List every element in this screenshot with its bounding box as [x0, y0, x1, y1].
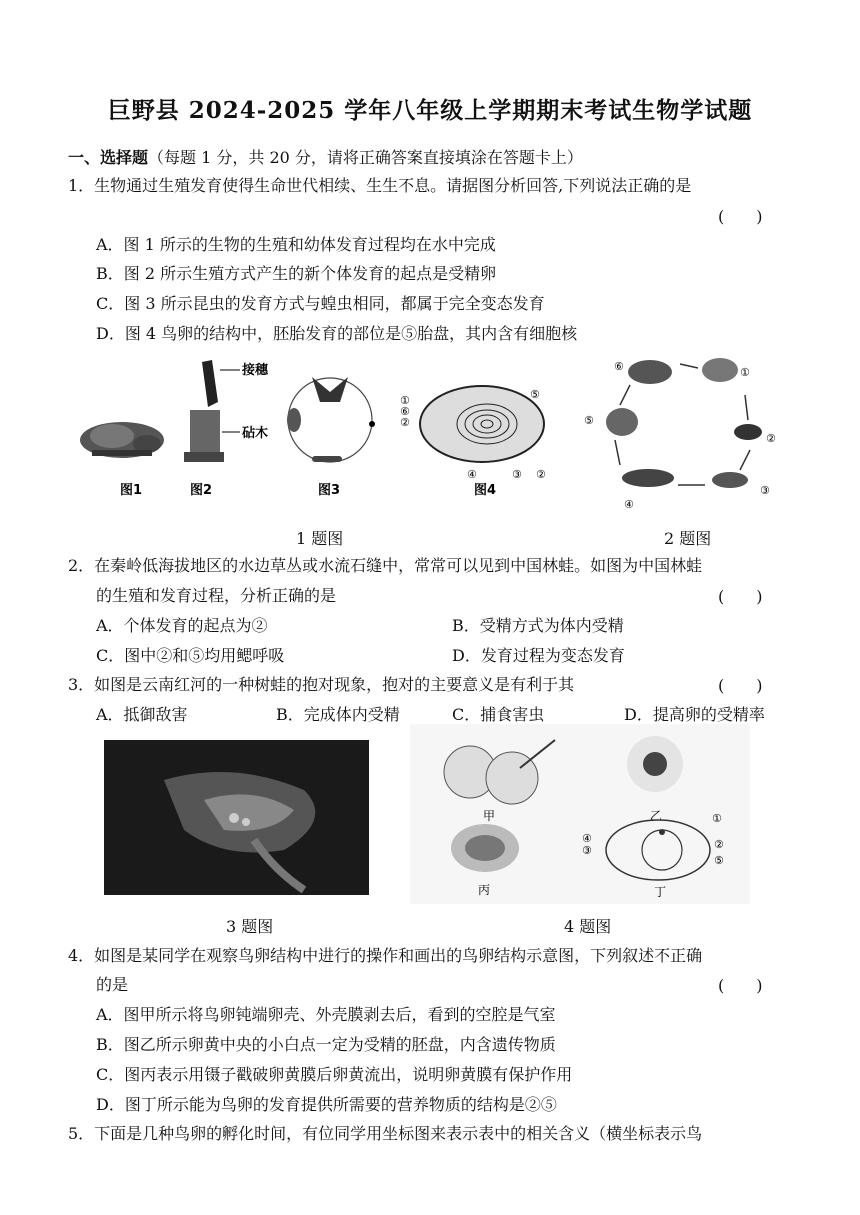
section-label: 一、选择题	[68, 148, 149, 167]
tree-frog-photo	[104, 740, 369, 895]
egg-label-2b: ②	[536, 468, 546, 481]
q2-option-b: B．受精方式为体内受精	[452, 616, 624, 635]
frog-lifecycle	[606, 358, 762, 488]
q3-option-b: B．完成体内受精	[276, 705, 400, 724]
q3-option-a: A．抵御敌害	[96, 705, 188, 724]
insect-cycle	[287, 377, 375, 462]
label-stock: 砧木	[242, 426, 269, 441]
q3-option-c: C．捕食害虫	[452, 705, 545, 724]
exam-title: 巨野县 2024-2025 学年八年级上学期期末考试生物学试题	[107, 97, 753, 124]
cycle-label-6: ⑥	[614, 360, 624, 373]
q3-answer-paren: ( )	[718, 676, 763, 695]
egg-label-4: ④	[467, 468, 477, 481]
egg-yi-image	[627, 736, 683, 792]
ding-label-3: ③	[582, 844, 592, 857]
egg-label-3: ③	[512, 468, 522, 481]
q2-stem-line1: 2．在秦岭低海拔地区的水边草丛或水流石缝中，常常可以见到中国林蛙。如图为中国林蛙	[68, 556, 703, 575]
q4-stem-line1: 4．如图是某同学在观察鸟卵结构中进行的操作和画出的鸟卵结构示意图，下列叙述不正确	[68, 946, 703, 965]
q1-option-a: A．图 1 所示的生物的生殖和幼体发育过程均在水中完成	[96, 235, 496, 254]
egg-label-5: ⑤	[530, 388, 540, 401]
label-jia: 甲	[483, 809, 496, 823]
ding-label-1: ①	[712, 812, 722, 825]
q3-stem: 3．如图是云南红河的一种树蛙的抱对现象，抱对的主要意义是有利于其	[68, 675, 575, 694]
section-note: （每题 1 分，共 20 分，请将正确答案直接填涂在答题卡上）	[148, 148, 583, 167]
fig4-label: 图4	[474, 483, 497, 498]
fig2-label: 图2	[190, 483, 213, 498]
cycle-label-4: ④	[624, 498, 634, 511]
fig1-label: 图1	[120, 483, 143, 498]
q2-option-d: D．发育过程为变态发育	[452, 646, 625, 665]
label-scion: 接穗	[242, 363, 269, 378]
q3-caption: 3 题图	[226, 917, 274, 936]
cycle-label-5: ⑤	[584, 414, 594, 427]
q3-option-d: D．提高卵的受精率	[624, 705, 765, 724]
q4-option-d: D．图丁所示能为鸟卵的发育提供所需要的营养物质的结构是②⑤	[96, 1095, 557, 1114]
q2-stem-line2: 的生殖和发育过程，分析正确的是	[96, 586, 337, 605]
q2-figure	[580, 350, 780, 515]
section-heading	[68, 146, 583, 170]
q4-option-a: A．图甲所示将鸟卵钝端卵壳、外壳膜剥去后，看到的空腔是气室	[96, 1005, 556, 1024]
q4-option-b: B．图乙所示卵黄中央的小白点一定为受精的胚盘，内含遗传物质	[96, 1035, 556, 1054]
q5-stem: 5．下面是几种鸟卵的孵化时间，有位同学用坐标图来表示表中的相关含义（横坐标表示鸟	[68, 1124, 703, 1143]
q1-option-c: C．图 3 所示昆虫的发育方式与蝗虫相同，都属于完全变态发育	[96, 294, 545, 313]
q2-caption: 2 题图	[664, 529, 712, 548]
egg-diagram	[420, 386, 544, 462]
egg-bing-image	[451, 824, 519, 872]
graft-image	[184, 360, 240, 462]
egg-label-6: ⑥	[400, 405, 410, 418]
cycle-label-2: ②	[766, 432, 776, 445]
ding-label-2: ②	[714, 838, 724, 851]
q2-option-a: A．个体发育的起点为②	[96, 616, 268, 635]
q4-figure	[410, 724, 750, 904]
label-ding: 丁	[654, 885, 667, 899]
egg-label-2: ②	[400, 416, 410, 429]
fig3-label: 图3	[318, 483, 341, 498]
q4-caption: 4 题图	[564, 917, 612, 936]
q1-caption: 1 题图	[296, 529, 344, 548]
cycle-label-3: ③	[760, 484, 770, 497]
q4-stem-line2: 的是	[96, 975, 129, 994]
q1-figure	[72, 352, 572, 512]
label-yi: 乙	[650, 809, 663, 823]
egg-label-1: ①	[400, 394, 410, 407]
q2-answer-paren: ( )	[718, 587, 763, 606]
cycle-label-1: ①	[740, 366, 750, 379]
q1-stem: 1．生物通过生殖发育使得生命世代相续、生生不息。请据图分析回答,下列说法正确的是	[68, 176, 692, 195]
q2-option-c: C．图中②和⑤均用鳃呼吸	[96, 646, 285, 665]
label-bing: 丙	[478, 883, 491, 897]
ding-label-4: ④	[582, 832, 592, 845]
q1-answer-paren: ( )	[718, 207, 763, 226]
q1-option-d: D．图 4 鸟卵的结构中，胚胎发育的部位是⑤胎盘，其内含有细胞核	[96, 324, 578, 343]
q4-option-c: C．图丙表示用镊子戳破卵黄膜后卵黄流出，说明卵黄膜有保护作用	[96, 1065, 573, 1084]
q4-answer-paren: ( )	[718, 976, 763, 995]
ding-label-5: ⑤	[714, 854, 724, 867]
frog-image	[80, 422, 164, 458]
q1-option-b: B．图 2 所示生殖方式产生的新个体发育的起点是受精卵	[96, 264, 497, 283]
